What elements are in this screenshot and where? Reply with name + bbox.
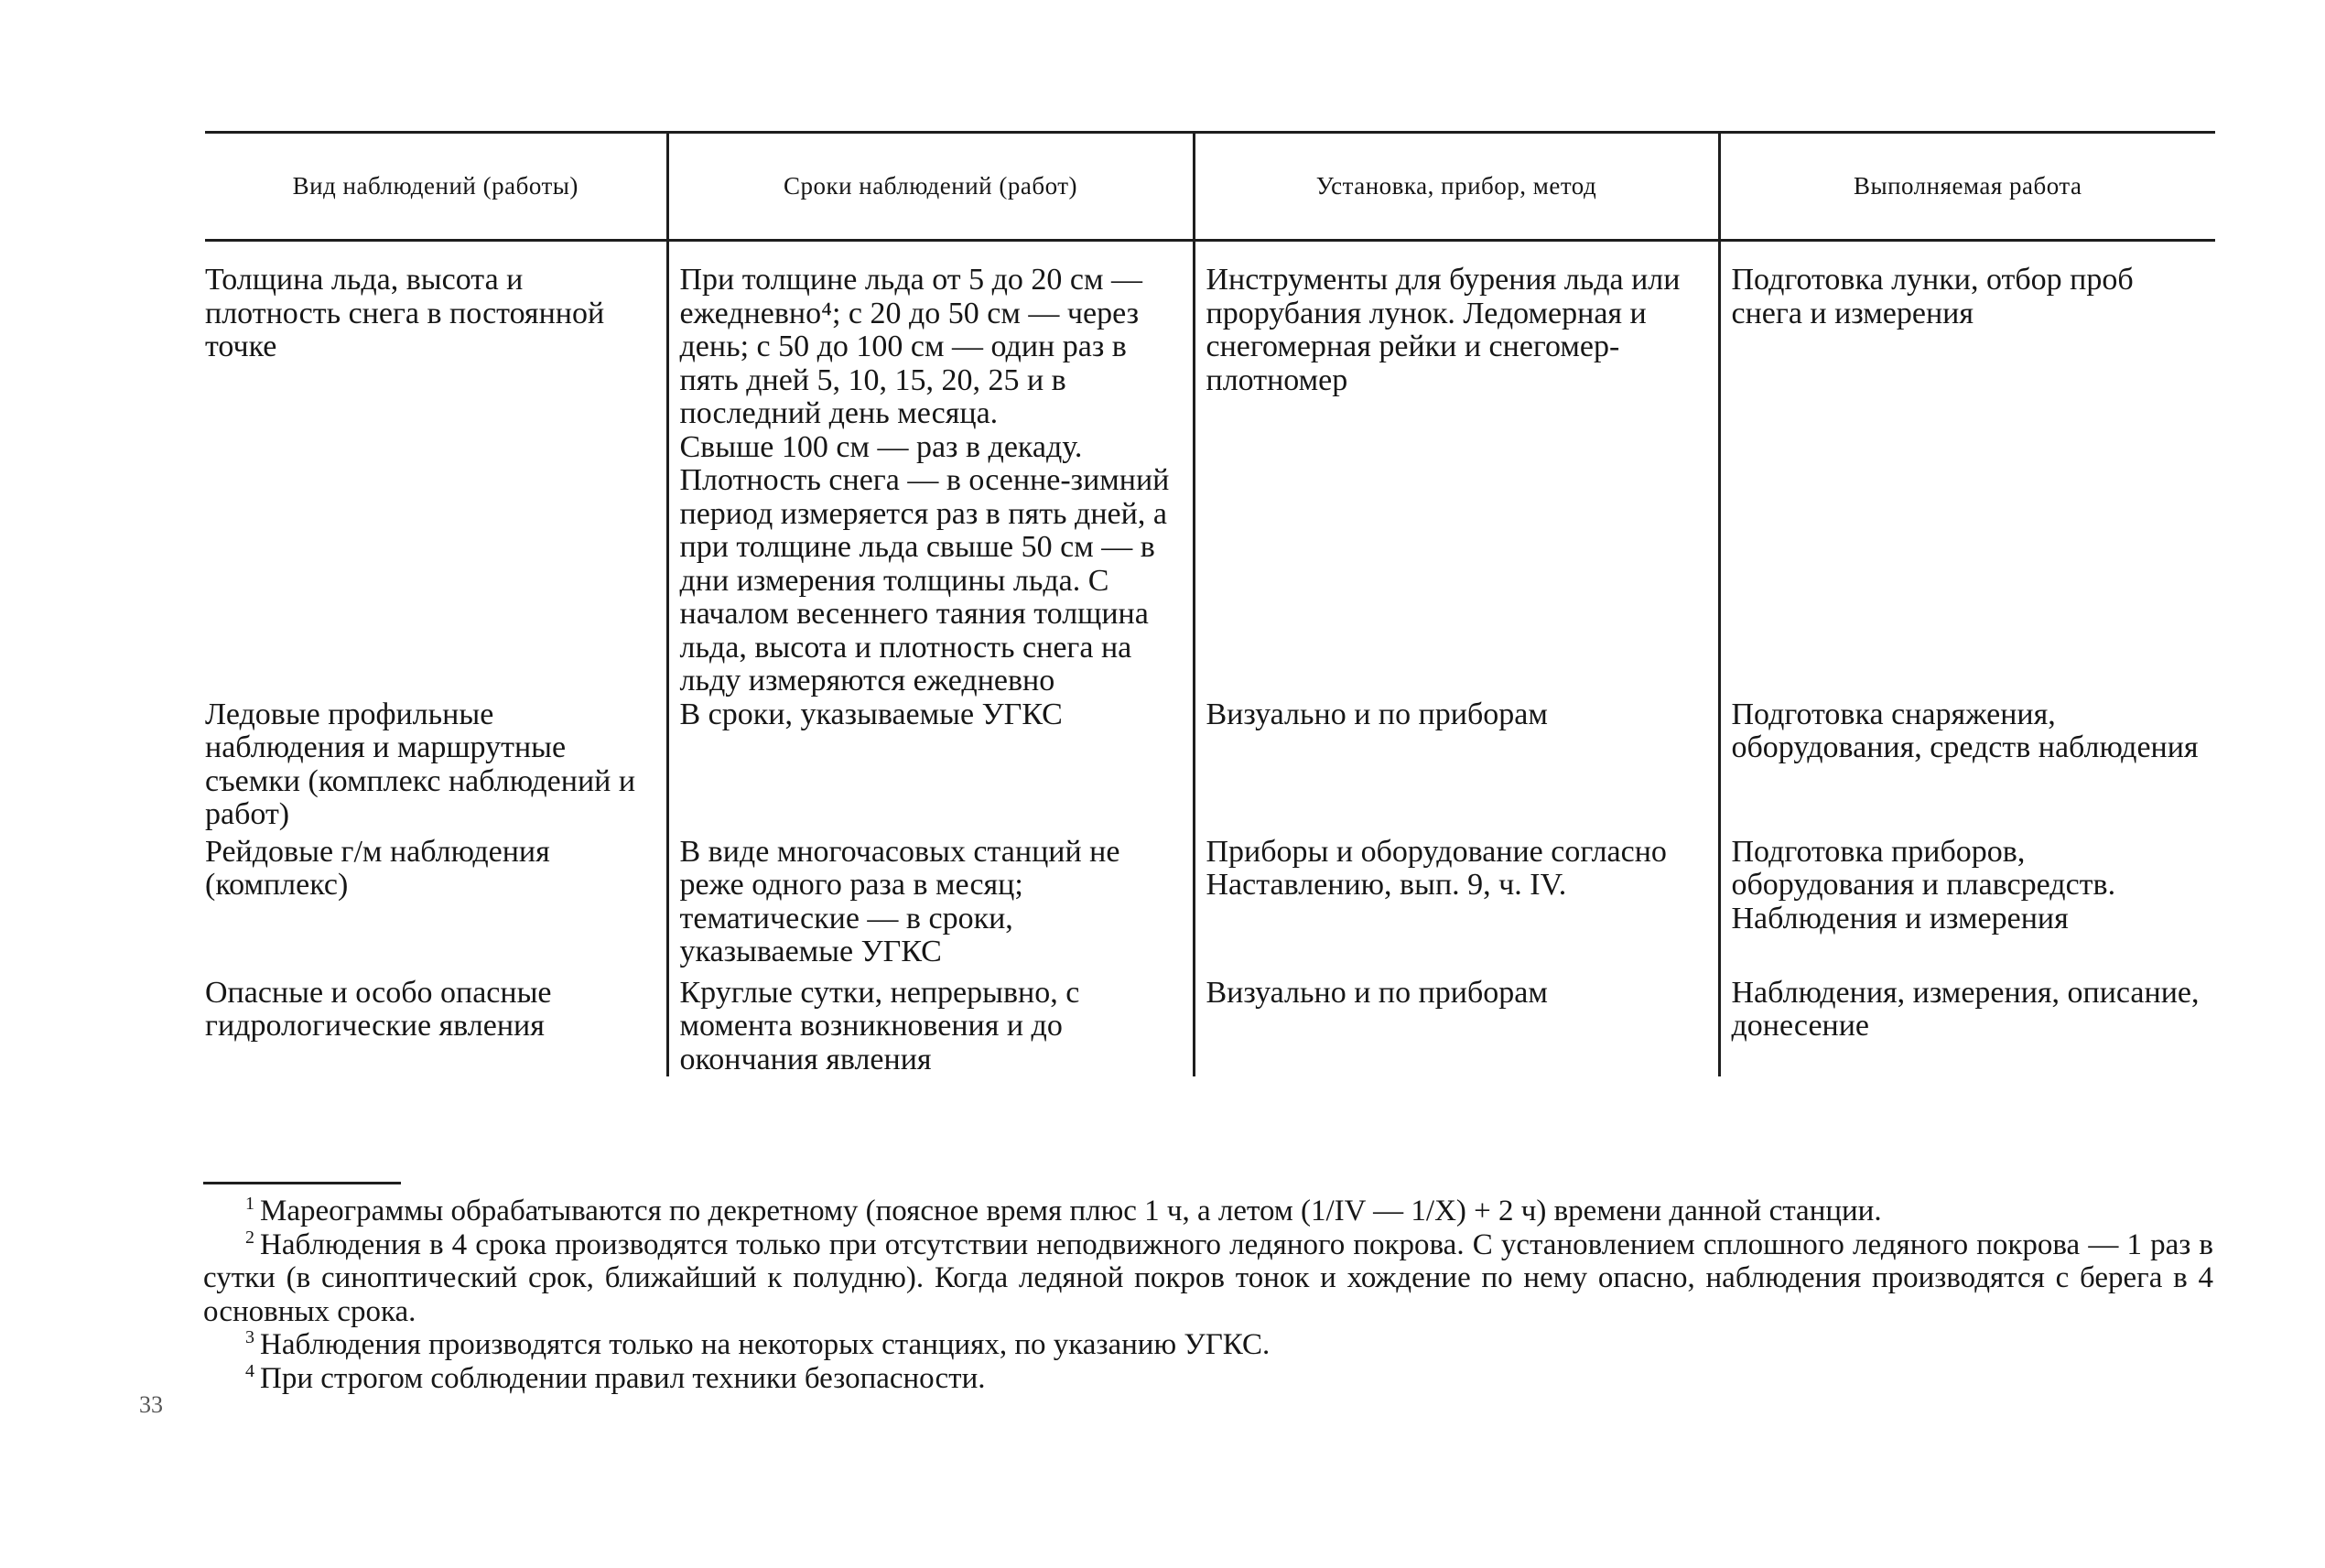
table-row — [205, 698, 2215, 832]
footnote-text: Мареограммы обрабатываются по декретному (поясное время плюс 1 ч, а летом (1/IV — 1/X) + 2 ч) времени данной станции. — [260, 1195, 1882, 1227]
table-row — [205, 969, 2215, 1077]
cell-timing: В виде многочасовых станций не реже одного раза в месяц; тематические — в сроки, указываемые УГКС — [667, 832, 1194, 969]
table-body — [205, 241, 2215, 1077]
header-method: Установка, прибор, метод — [1194, 133, 1719, 241]
footnote — [203, 1195, 2213, 1228]
table-header — [205, 133, 2215, 241]
cell-work: Подготовка лунки, отбор проб снега и измерения — [1719, 241, 2215, 698]
cell-method: Визуально и по приборам — [1194, 698, 1719, 832]
footnote-divider — [203, 1182, 401, 1184]
timing-paragraph: Плотность снега — в осенне-зимний период измеряется раз в пять дней, а при толщине льда свыше 50 см — в дни измерения толщины льда. С началом весеннего таяния толщина льда, высота и плотность снега на льду измеряются ежедневно — [679, 463, 1170, 697]
cell-observation-type: Ледовые профильные наблюдения и маршрутные съемки (комплекс наблюдений и работ) — [205, 697, 636, 831]
cell-method: Инструменты для бурения льда или прорубания лунок. Ледомерная и снегомерная рейки и снегомер-плотномер — [1194, 241, 1719, 698]
cell-method: Приборы и оборудование согласно Наставлению, вып. 9, ч. IV. — [1194, 832, 1719, 969]
cell-timing — [667, 241, 1194, 698]
cell-observation-type: Рейдовые г/м наблюдения (комплекс) — [205, 834, 550, 902]
cell-work: Подготовка приборов, оборудования и плавсредств. Наблюдения и измерения — [1719, 832, 2215, 969]
footnote-mark: 4 — [245, 1360, 254, 1381]
header-work: Выполняемая работа — [1719, 133, 2215, 241]
cell-work: Наблюдения, измерения, описание, донесение — [1719, 969, 2215, 1077]
footnote-mark: 3 — [245, 1327, 254, 1347]
footnote-mark: 2 — [245, 1227, 254, 1248]
cell-observation-type: Опасные и особо опасные гидрологические явления — [205, 975, 552, 1043]
cell-timing: Круглые сутки, непрерывно, с момента возникновения и до окончания явления — [667, 969, 1194, 1077]
footnote-text: Наблюдения производятся только на некоторых станциях, по указанию УГКС. — [260, 1328, 1271, 1361]
cell-timing: В сроки, указываемые УГКС — [667, 698, 1194, 832]
header-observation-type: Вид наблюдений (работы) — [205, 133, 667, 241]
table-row — [205, 832, 2215, 969]
footnote — [203, 1328, 2213, 1362]
observations-table — [205, 131, 2215, 1076]
footnotes — [203, 1195, 2213, 1395]
timing-paragraph: При толщине льда от 5 до 20 см — ежедневно⁴; с 20 до 50 см — через день; с 50 до 100 см — один раз в пять дней 5, 10, 15, 20, 25 и в последний день месяца. — [679, 263, 1143, 430]
footnote-text: Наблюдения в 4 срока производятся только при отсутствии неподвижного ледяного покрова. С установлением сплошного ледяного покрова — 1 раз в сутки (в синоптический срок, ближайший к полудню). Когда ледяной покров тонок и хождение по нему опасно, наблюдения производятся с берега в 4 основных срока. — [203, 1227, 2213, 1328]
footnote — [203, 1362, 2213, 1396]
cell-method: Визуально и по приборам — [1194, 969, 1719, 1077]
table-row — [205, 241, 2215, 698]
footnote-text: При строгом соблюдении правил техники безопасности. — [260, 1361, 986, 1395]
cell-observation-type: Толщина льда, высота и плотность снега в постоянной точке — [205, 263, 605, 363]
footnote-mark: 1 — [245, 1194, 254, 1214]
page-margin-number: 33 — [139, 1391, 163, 1418]
header-timing: Сроки наблюдений (работ) — [667, 133, 1194, 241]
timing-paragraph: Свыше 100 см — раз в декаду. — [679, 429, 1083, 464]
header-row — [205, 133, 2215, 241]
cell-work: Подготовка снаряжения, оборудования, средств наблюдения — [1719, 698, 2215, 832]
footnote — [203, 1228, 2213, 1329]
